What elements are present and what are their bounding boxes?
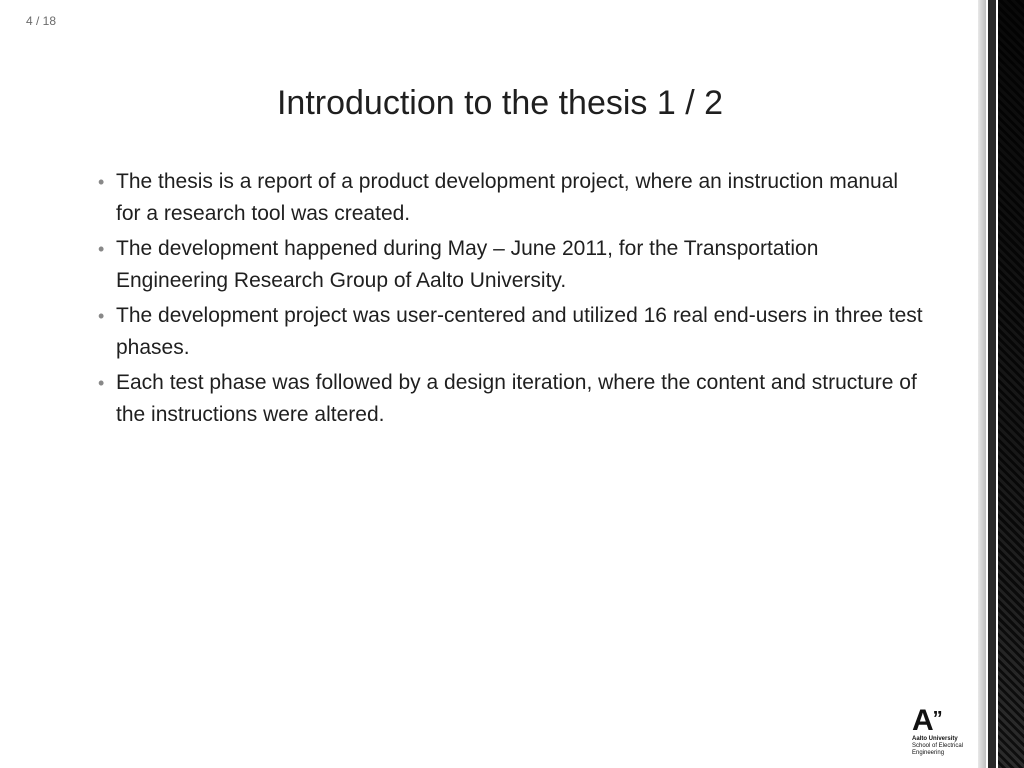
bullet-text: The development project was user-centered and utilized 16 real end-users in three test phases. [116,304,923,359]
bullet-dot-icon: • [98,239,105,259]
bullet-text: Each test phase was followed by a design iteration, where the content and structure of the instructions were altered. [116,371,917,426]
bullet-dot-icon: • [98,373,105,393]
strip-shadow-line [978,0,986,768]
bullet-item [98,233,928,297]
logo-school-name-cont: Engineering [912,750,945,756]
bullet-text: The thesis is a report of a product development project, where an instruction manual for a research tool was created. [116,170,899,225]
logo-mark [912,706,982,736]
logo-letter: A [912,704,933,737]
logo-university-name: Aalto University [912,736,958,742]
slide-counter: 4 / 18 [26,14,57,28]
bullet-item [98,300,928,364]
bullet-list [98,166,928,434]
bullet-item [98,166,928,230]
bullet-item [98,367,928,431]
bullet-dot-icon: • [98,306,105,326]
bullet-text: The development happened during May – June 2011, for the Transportation Engineering Research Group of Aalto University. [116,237,819,292]
strip-dark-bar [988,0,996,768]
slide-title: Introduction to the thesis 1 / 2 [276,84,724,122]
logo-school-name: School of Electrical [912,743,964,749]
aalto-logo [912,706,982,764]
bullet-dot-icon: • [98,172,105,192]
logo-quote-icon: ” [932,708,942,730]
strip-texture-pattern [998,0,1024,768]
decorative-side-strip [978,0,1024,768]
